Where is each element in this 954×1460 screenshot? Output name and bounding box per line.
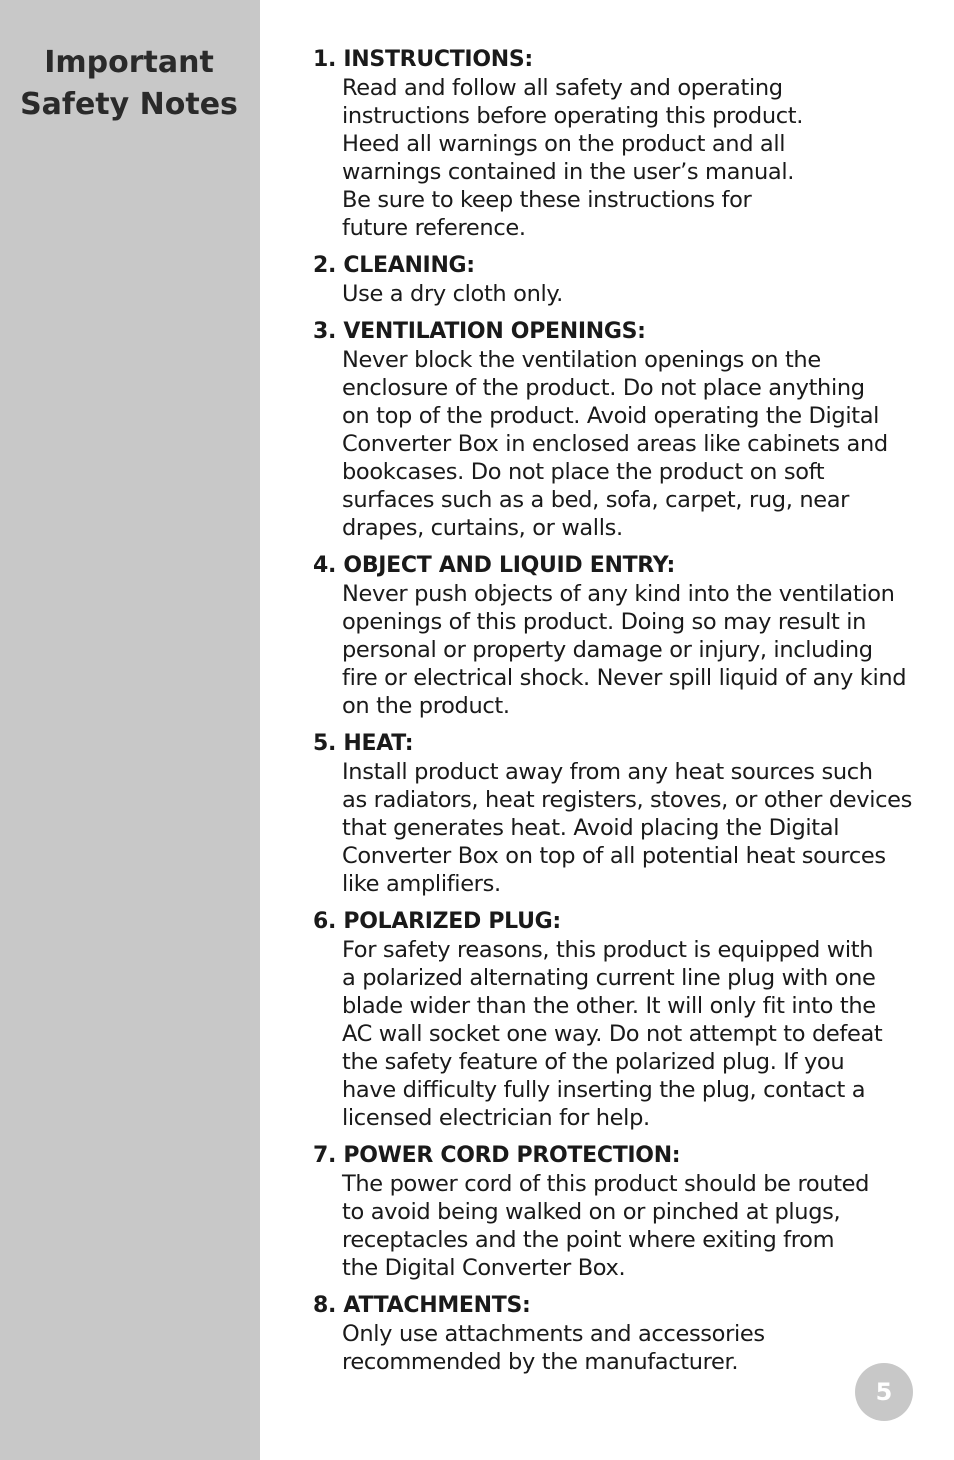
note-line: the Digital Converter Box. <box>342 1255 626 1281</box>
note-line: Converter Box in enclosed areas like cabinets and <box>342 431 888 457</box>
note-line: like amplifiers. <box>342 871 501 897</box>
note-line: Only use attachments and accessories <box>342 1321 765 1347</box>
note-line: personal or property damage or injury, including <box>342 637 873 663</box>
safety-note-object-liquid-entry <box>313 552 938 720</box>
note-line: AC wall socket one way. Do not attempt to defeat <box>342 1021 883 1047</box>
note-line: to avoid being walked on or pinched at plugs, <box>342 1199 841 1225</box>
note-line: bookcases. Do not place the product on soft <box>342 459 825 485</box>
note-line: recommended by the manufacturer. <box>342 1349 739 1375</box>
note-heading: 8. ATTACHMENTS: <box>313 1293 531 1318</box>
safety-note-power-cord-protection <box>313 1142 938 1282</box>
note-line: For safety reasons, this product is equipped with <box>342 937 874 963</box>
note-heading: 5. HEAT: <box>313 731 414 756</box>
safety-note-heat <box>313 730 938 898</box>
safety-note-ventilation-openings <box>313 318 938 542</box>
note-body <box>313 936 938 1132</box>
safety-note-cleaning <box>313 252 938 308</box>
note-line: warnings contained in the user’s manual. <box>342 159 795 185</box>
note-line: have difficulty fully inserting the plug, contact a <box>342 1077 866 1103</box>
note-line: instructions before operating this product. <box>342 103 804 129</box>
note-line: openings of this product. Doing so may result in <box>342 609 867 635</box>
note-line: Read and follow all safety and operating <box>342 75 783 101</box>
note-body <box>313 580 938 720</box>
note-line: future reference. <box>342 215 526 241</box>
safety-note-polarized-plug <box>313 908 938 1132</box>
sidebar <box>0 0 260 1460</box>
note-line: Heed all warnings on the product and all <box>342 131 786 157</box>
note-line: Be sure to keep these instructions for <box>342 187 752 213</box>
note-line: surfaces such as a bed, sofa, carpet, rug, near <box>342 487 850 513</box>
note-line: Install product away from any heat sources such <box>342 759 873 785</box>
note-body <box>313 1170 938 1282</box>
note-line: a polarized alternating current line plug with one <box>342 965 876 991</box>
note-line: on the product. <box>342 693 510 719</box>
safety-notes-list <box>313 46 938 1376</box>
note-line: Converter Box on top of all potential heat sources <box>342 843 886 869</box>
note-line: drapes, curtains, or walls. <box>342 515 623 541</box>
page-number-badge: 5 <box>855 1363 913 1421</box>
note-body <box>313 1320 938 1376</box>
note-body <box>313 346 938 542</box>
note-line: the safety feature of the polarized plug. If you <box>342 1049 845 1075</box>
note-line: receptacles and the point where exiting from <box>342 1227 835 1253</box>
note-heading: 1. INSTRUCTIONS: <box>313 47 533 72</box>
page-title-line-1: Important <box>44 45 214 80</box>
note-heading: 6. POLARIZED PLUG: <box>313 909 561 934</box>
note-heading: 2. CLEANING: <box>313 253 475 278</box>
note-line: as radiators, heat registers, stoves, or other devices <box>342 787 913 813</box>
note-line: that generates heat. Avoid placing the Digital <box>342 815 840 841</box>
note-heading: 7. POWER CORD PROTECTION: <box>313 1143 681 1168</box>
note-line: fire or electrical shock. Never spill liquid of any kind <box>342 665 907 691</box>
note-line: Never push objects of any kind into the ventilation <box>342 581 895 607</box>
note-line: enclosure of the product. Do not place anything <box>342 375 865 401</box>
note-line: licensed electrician for help. <box>342 1105 650 1131</box>
note-line: blade wider than the other. It will only fit into the <box>342 993 876 1019</box>
note-line: Never block the ventilation openings on the <box>342 347 821 373</box>
safety-note-instructions <box>313 46 938 242</box>
note-line: on top of the product. Avoid operating the Digital <box>342 403 880 429</box>
note-heading: 3. VENTILATION OPENINGS: <box>313 319 646 344</box>
note-body <box>313 280 938 308</box>
safety-note-attachments <box>313 1292 938 1376</box>
note-body <box>313 758 938 898</box>
note-line: The power cord of this product should be routed <box>342 1171 870 1197</box>
note-line: Use a dry cloth only. <box>342 281 563 307</box>
note-body <box>313 74 938 242</box>
page-title <box>0 42 258 126</box>
note-heading: 4. OBJECT AND LIQUID ENTRY: <box>313 553 675 578</box>
page-title-line-2: Safety Notes <box>20 87 238 122</box>
